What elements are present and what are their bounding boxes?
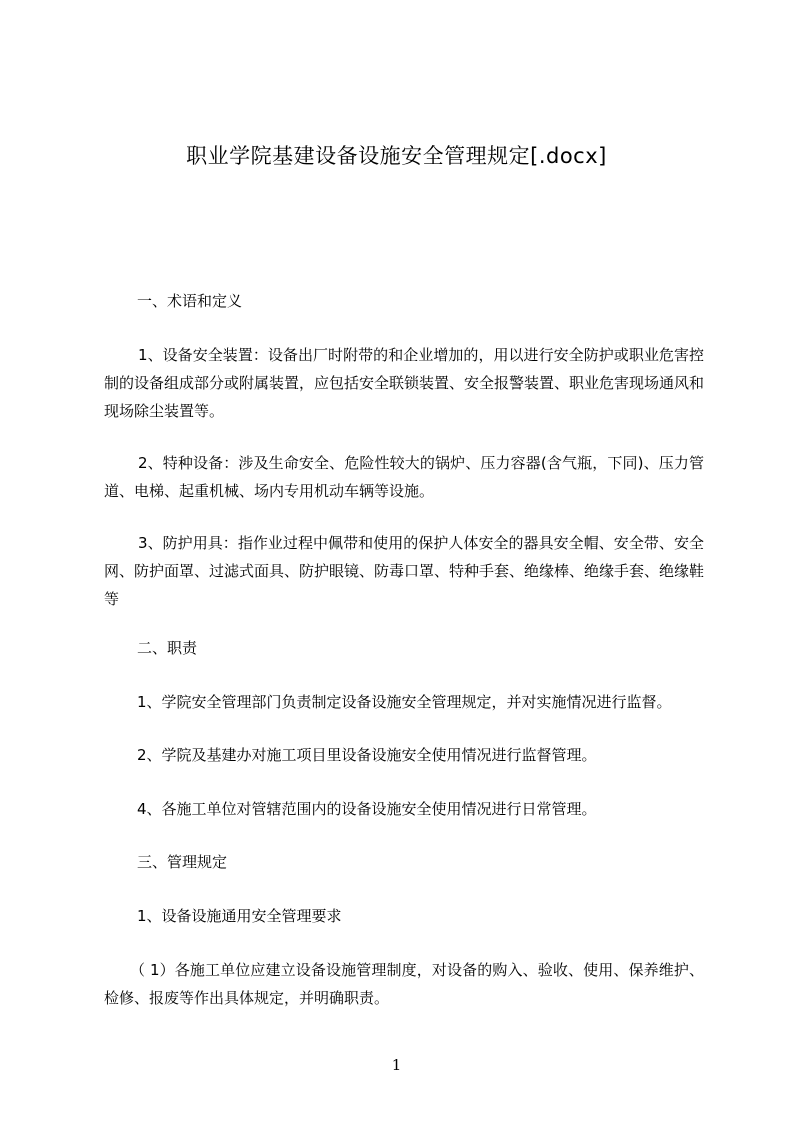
document-title: 职业学院基建设备设施安全管理规定[.docx] xyxy=(186,144,607,168)
paragraph-responsibility-4: 4、各施工单位对管辖范围内的设备设施安全使用情况进行日常管理。 xyxy=(137,800,597,818)
subsection-heading-general-requirements: 1、设备设施通用安全管理要求 xyxy=(137,907,342,925)
paragraph-responsibility-2: 2、学院及基建办对施工项目里设备设施安全使用情况进行监督管理。 xyxy=(137,746,597,764)
paragraph-management-system: （ 1）各施工单位应建立设备设施管理制度，对设备的购入、验收、使用、保养维护、检修、报废等作出具体规定，并明确职责。 xyxy=(104,961,704,1007)
paragraph-safety-device: 1、设备安全装置：设备出厂时附带的和企业增加的，用以进行安全防护或职业危害控制的设备组成部分或附属装置，应包括安全联锁装置、安全报警装置、职业危害现场通风和现场除尘装置等。 xyxy=(104,346,705,420)
section-heading-management: 三、管理规定 xyxy=(137,853,228,871)
section-heading-responsibilities: 二、职责 xyxy=(137,639,198,657)
section-heading-definitions: 一、术语和定义 xyxy=(137,292,243,310)
paragraph-protective-gear: 3、防护用具：指作业过程中佩带和使用的保护人体安全的器具安全帽、安全带、安全网、防护面罩、过滤式面具、防护眼镜、防毒口罩、特种手套、绝缘棒、绝缘手套、绝缘鞋等 xyxy=(104,534,705,608)
page-number: 1 xyxy=(391,1056,402,1074)
paragraph-special-equipment: 2、特种设备：涉及生命安全、危险性较大的锅炉、压力容器(含气瓶，下同)、压力管道、电梯、起重机械、场内专用机动车辆等设施。 xyxy=(104,454,704,500)
paragraph-responsibility-1: 1、学院安全管理部门负责制定设备设施安全管理规定，并对实施情况进行监督。 xyxy=(137,693,672,711)
